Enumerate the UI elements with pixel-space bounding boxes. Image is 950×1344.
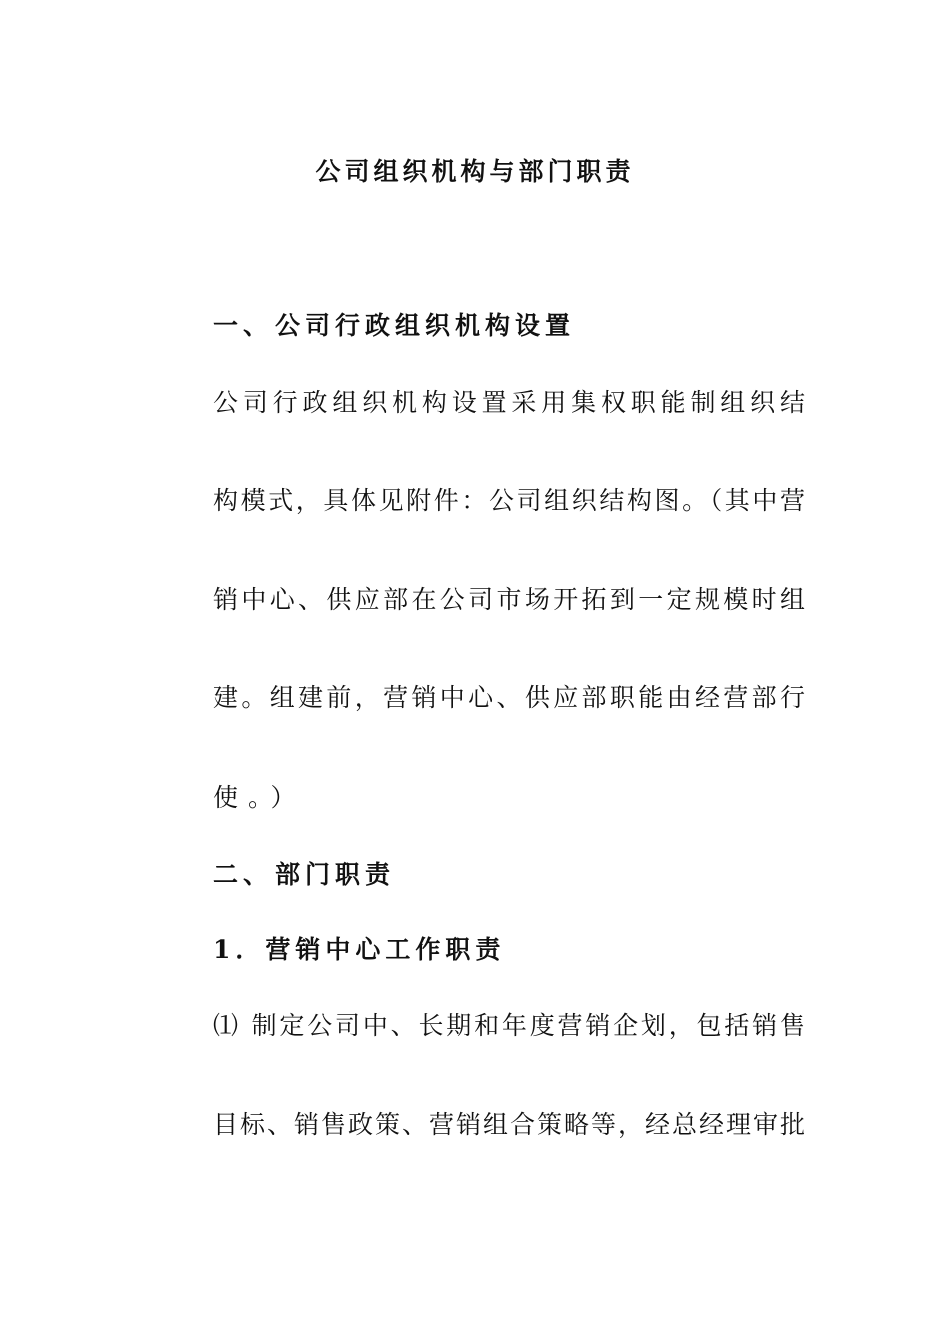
paragraph-line: 建。组建前，营销中心、供应部职能由经营部行 (213, 683, 805, 712)
paragraph-line: 销中心、供应部在公司市场开拓到一定规模时组 (213, 585, 805, 614)
paragraph-line: 构模式，具体见附件：公司组织结构图。（其中营 (213, 486, 805, 515)
section-number-1: 一、 (213, 311, 274, 340)
paragraph-line: 目标、销售政策、营销组合策略等，经总经理审批 (213, 1110, 805, 1139)
subsection-heading-1: 1．营销中心工作职责 (213, 935, 506, 964)
paragraph-line: 公司行政组织机构设置采用集权职能制组织结 (213, 388, 805, 417)
section-title-2: 部门职责 (275, 860, 396, 889)
paragraph-line: ⑴ 制定公司中、长期和年度营销企划，包括销售 (213, 1011, 805, 1040)
paragraph-line: 使。） (213, 783, 306, 812)
document-title: 公司组织机构与部门职责 (315, 157, 635, 186)
section-heading-2 (213, 853, 395, 897)
section-title-1: 公司行政组织机构设置 (275, 311, 576, 340)
section-number-2: 二、 (213, 860, 274, 889)
section-heading-1 (213, 304, 575, 348)
